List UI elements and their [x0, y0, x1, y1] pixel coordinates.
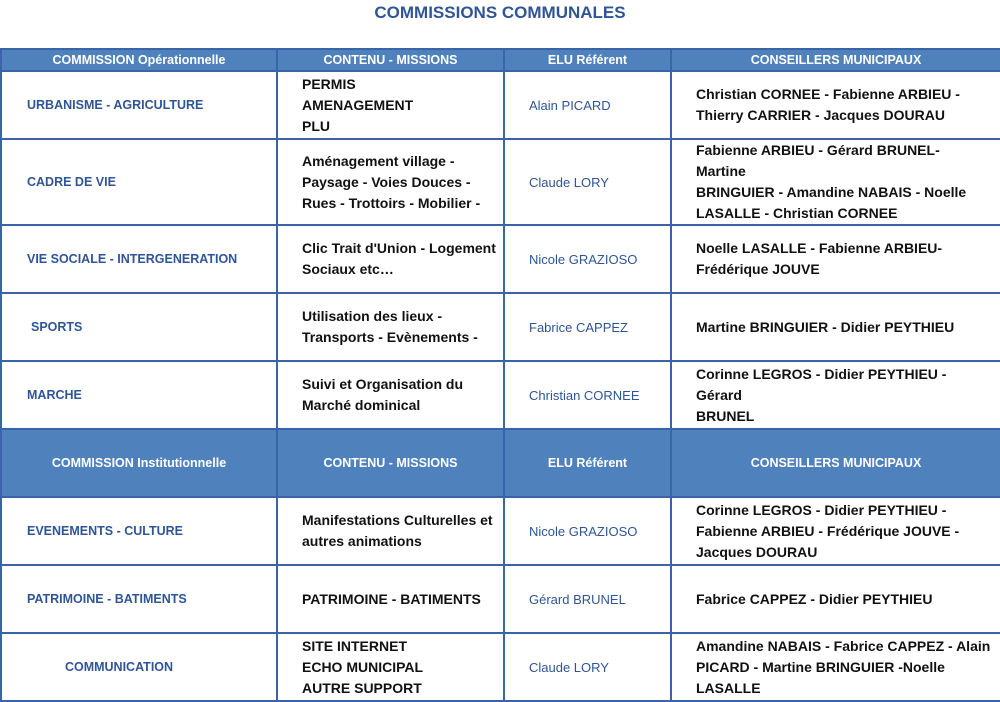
missions-cell	[277, 633, 504, 701]
conseillers-line: Jacques DOURAU	[696, 543, 818, 560]
mission-line: Aménagement village -	[302, 152, 455, 169]
commission-name: SPORTS	[1, 293, 277, 361]
table-row	[1, 565, 1000, 633]
conseillers-line: Corinne LEGROS - Didier PEYTHIEU - Gérard	[696, 365, 947, 403]
header-commission: COMMISSION Opérationnelle	[1, 49, 277, 71]
section-header-row	[1, 49, 1000, 71]
missions-cell	[277, 497, 504, 565]
header-missions: CONTENU - MISSIONS	[277, 429, 504, 497]
table-row	[1, 71, 1000, 139]
conseillers-cell	[671, 293, 1000, 361]
conseillers-line: LASALLE - Christian CORNEE	[696, 205, 898, 221]
mission-line: AUTRE SUPPORT	[302, 679, 422, 696]
table-row	[1, 497, 1000, 565]
mission-line: autres animations	[302, 533, 422, 549]
header-missions: CONTENU - MISSIONS	[277, 49, 504, 71]
mission-line: Manifestations Culturelles et	[302, 512, 493, 528]
commission-name: COMMUNICATION	[1, 633, 277, 701]
conseillers-line: Fabrice CAPPEZ - Didier PEYTHIEU	[696, 590, 933, 607]
table-row	[1, 361, 1000, 429]
commission-name: MARCHE	[1, 361, 277, 429]
conseillers-cell	[671, 139, 1000, 225]
conseillers-cell	[671, 497, 1000, 565]
mission-line: Sociaux etc…	[302, 261, 394, 277]
table-row	[1, 225, 1000, 293]
missions-cell	[277, 361, 504, 429]
table-row	[1, 293, 1000, 361]
mission-line: AMENAGEMENT	[302, 96, 414, 113]
conseillers-line: Corinne LEGROS - Didier PEYTHIEU -	[696, 501, 947, 518]
elu-referent: Claude LORY	[504, 139, 671, 225]
commission-name: PATRIMOINE - BATIMENTS	[1, 565, 277, 633]
conseillers-line: Martine BRINGUIER - Didier PEYTHIEU	[696, 318, 955, 335]
mission-line: Clic Trait d'Union - Logement	[302, 240, 496, 256]
conseillers-line: LASALLE	[696, 679, 761, 696]
missions-cell	[277, 293, 504, 361]
conseillers-line: Fabienne ARBIEU - Frédérique JOUVE -	[696, 522, 960, 539]
missions-cell	[277, 71, 504, 139]
conseillers-line: Frédérique JOUVE	[696, 261, 820, 277]
mission-line: Rues - Trottoirs - Mobilier -	[302, 194, 481, 211]
header-conseillers: CONSEILLERS MUNICIPAUX	[671, 49, 1000, 71]
header-elu: ELU Référent	[504, 49, 671, 71]
elu-referent: Nicole GRAZIOSO	[504, 225, 671, 293]
elu-referent: Nicole GRAZIOSO	[504, 497, 671, 565]
conseillers-cell	[671, 225, 1000, 293]
conseillers-line: BRINGUIER - Amandine NABAIS - Noelle	[696, 184, 967, 200]
commission-name: URBANISME - AGRICULTURE	[1, 71, 277, 139]
elu-referent: Fabrice CAPPEZ	[504, 293, 671, 361]
commission-name: VIE SOCIALE - INTERGENERATION	[1, 225, 277, 293]
mission-line: SITE INTERNET	[302, 637, 408, 654]
header-conseillers: CONSEILLERS MUNICIPAUX	[671, 429, 1000, 497]
mission-line: Marché dominical	[302, 397, 421, 413]
mission-line: Suivi et Organisation du	[302, 376, 464, 392]
mission-line: Utilisation des lieux -	[302, 308, 443, 324]
commissions-table	[0, 48, 1000, 702]
conseillers-line: PICARD - Martine BRINGUIER -Noelle	[696, 658, 945, 675]
section-header-row	[1, 429, 1000, 497]
conseillers-cell	[671, 565, 1000, 633]
missions-cell	[277, 225, 504, 293]
conseillers-cell	[671, 361, 1000, 429]
elu-referent: Alain PICARD	[504, 71, 671, 139]
header-commission: COMMISSION Institutionnelle	[1, 429, 277, 497]
commission-name: EVENEMENTS - CULTURE	[1, 497, 277, 565]
missions-cell	[277, 139, 504, 225]
mission-line: PERMIS	[302, 75, 356, 92]
mission-line: ECHO MUNICIPAL	[302, 658, 424, 675]
conseillers-cell	[671, 71, 1000, 139]
conseillers-line: Thierry CARRIER - Jacques DOURAU	[696, 107, 945, 123]
page-title: COMMISSIONS COMMUNALES	[374, 3, 626, 22]
mission-line: Paysage - Voies Douces -	[302, 173, 471, 190]
conseillers-cell	[671, 633, 1000, 701]
mission-line: PATRIMOINE - BATIMENTS	[302, 590, 481, 607]
commission-name: CADRE DE VIE	[1, 139, 277, 225]
conseillers-line: Fabienne ARBIEU - Gérard BRUNEL- Martine	[696, 142, 940, 179]
header-elu: ELU Référent	[504, 429, 671, 497]
conseillers-line: BRUNEL	[696, 407, 755, 424]
mission-line: PLU	[302, 117, 330, 134]
conseillers-line: Christian CORNEE - Fabienne ARBIEU -	[696, 86, 960, 102]
conseillers-line: Noelle LASALLE - Fabienne ARBIEU-	[696, 240, 943, 256]
missions-cell	[277, 565, 504, 633]
table-row	[1, 633, 1000, 701]
table-row	[1, 139, 1000, 225]
mission-line: Transports - Evènements -	[302, 329, 478, 345]
conseillers-line: Amandine NABAIS - Fabrice CAPPEZ - Alain	[696, 637, 991, 654]
elu-referent: Christian CORNEE	[504, 361, 671, 429]
elu-referent: Claude LORY	[504, 633, 671, 701]
elu-referent: Gérard BRUNEL	[504, 565, 671, 633]
